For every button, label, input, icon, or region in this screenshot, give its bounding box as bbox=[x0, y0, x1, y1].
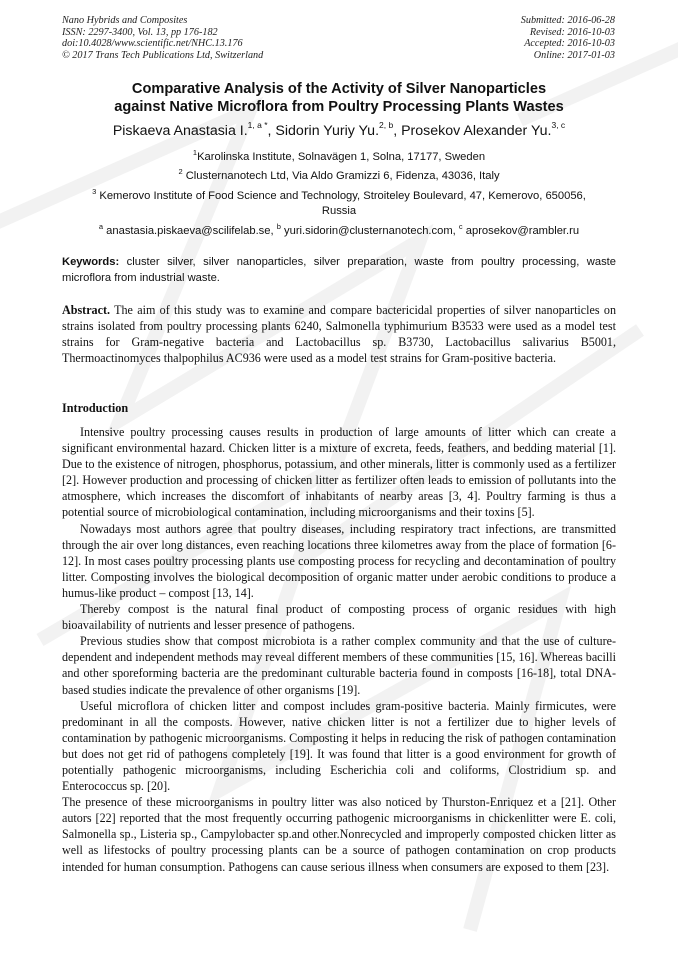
journal-info bbox=[62, 15, 263, 61]
affiliation-3: $^3$ Kemerovo Institute of Food Science and Technology, Stroiteley Boulevard, 47, Kemerovo, 650056, Russia bbox=[92, 187, 586, 217]
keywords-text: cluster silver, silver nanoparticles, silver preparation, waste from poultry processing, waste microflora from industrial waste. bbox=[62, 256, 616, 284]
author-affiliation-mark: 3, c bbox=[551, 120, 566, 130]
paragraph: Useful microflora of chicken litter and compost includes gram-positive bacteria. Mainly firmicutes, were predominant in all the composts. However, native chicken litter is not a fertilizer due to higher levels of contamination by pathogenic microorganisms. Composting it helps in reducing the risk of pathogen contamination but does not get rid of pathogens completely [19]. It was found that litter is a good environment for growth of potentially pathogenic microorganisms, including Escherichia coli and coliforms, Clostridium sp. and Enterococcus sp. [20]. bbox=[62, 698, 616, 794]
author-name: Sidorin Yuriy Yu. bbox=[275, 123, 380, 139]
keywords-label: Keywords: bbox=[62, 256, 120, 268]
journal-name: Nano Hybrids and Composites bbox=[62, 15, 188, 26]
abstract-text: The aim of this study was to examine and compare bactericidal properties of silver nanoparticles on strains isolated from poultry processing plants 6240, Salmonella typhimurium B3533 were used as a model test strains for Gram-negative bacteria and Lactobacillus sp. B3730, Lactobacillus salivarius B5001, Thermoactinomyces thalpophilus AC936 were used as a model test strains for Gram-positive bacteria. bbox=[62, 303, 616, 366]
author-affiliation-mark: 2, b bbox=[379, 120, 394, 130]
introduction-body bbox=[62, 424, 616, 875]
affiliation-1: $^1$Karolinska Institute, Solnavägen 1, Solna, 17177, Sweden bbox=[192, 148, 486, 163]
paragraph: Intensive poultry processing causes results in production of large amounts of litter which can create a significant environmental hazard. Chicken litter is a mixture of excreta, feeds, feathers, and bedding material [1]. Due to the existence of nitrogen, phosphorus, potassium, and other minerals, litter is commonly used as a fertilizer [2]. However production and processing of chicken litter as fertilizer often leads to emission of pollutants into the atmosphere, which increases the discomfort of inhabitants of nearby areas [3, 4]. Poultry farming is thus a potential source of microbiological contamination, including microorganisms and their toxins [5]. bbox=[62, 425, 616, 520]
journal-doi: doi:10.4028/www.scientific.net/NHC.13.176 bbox=[62, 38, 243, 50]
author-list: Piskaeva Anastasia I.$^{1, a *}$, Sidorin Yuriy Yu.$^{2, b}$, Prosekov Alexander Yu.$^{3, c}$ bbox=[112, 120, 566, 139]
journal-issn: ISSN: 2297-3400, Vol. 13, pp 176-182 bbox=[62, 26, 218, 38]
paper-title bbox=[62, 80, 616, 116]
paragraph: Previous studies show that compost microbiota is a rather complex community and that the use of culture-dependent and independent methods may reveal different members of these communities [15, 16]. Whereas bacilli and other sporeforming bacteria are the predominant culturable bacteria found in composts [16-18], total DNA-based studies indicate the prevalence of other organisms [19]. bbox=[62, 634, 616, 697]
affiliation-2: $^2$ Clusternanotech Ltd, Via Aldo Gramizzi 6, Fidenza, 43036, Italy bbox=[178, 167, 500, 182]
author-affiliation-mark: 1, a * bbox=[247, 120, 268, 130]
email-address[interactable]: aprosekov@rambler.ru bbox=[462, 225, 580, 237]
submission-dates bbox=[521, 15, 615, 61]
journal-copyright: © 2017 Trans Tech Publications Ltd, Switzerland bbox=[62, 49, 264, 61]
email-address[interactable]: anastasia.piskaeva@scilifelab.se, bbox=[103, 225, 277, 237]
section-heading-introduction: Introduction bbox=[62, 401, 129, 415]
author-name: Piskaeva Anastasia I. bbox=[112, 123, 248, 139]
date-online: Online: 2017-01-03 bbox=[533, 49, 615, 61]
abstract-label: Abstract. bbox=[62, 303, 111, 317]
title-line-2: against Native Microflora from Poultry Processing Plants Wastes bbox=[114, 99, 564, 115]
date-submitted: Submitted: 2016-06-28 bbox=[520, 15, 615, 26]
author-name: Prosekov Alexander Yu. bbox=[401, 123, 552, 139]
paragraph: Thereby compost is the natural final product of composting process of organic residues with high bioavailability of nutrients and lesser presence of pathogens. bbox=[62, 602, 616, 633]
keywords bbox=[62, 255, 616, 286]
paragraph: The presence of these microorganisms in poultry litter was also noticed by Thurston-Enriquez et a [21]. Other autors [22] reported that the most frequently occurring pathogenic microorganisms in chickenlitter were E. coli, Salmonella sp., Listeria sp., Campylobacter sp.and other.Nonrecycled and improperly composted chicken litter as well as lifestocks of poultry processing plants can be a source of pathogen contamination on crop products intended for human consumption. Pathogens can cause serious illness when consumers are exposed to them [23]. bbox=[62, 795, 616, 874]
email-list: $^a$ anastasia.piskaeva@scilifelab.se, $^b$ yuri.sidorin@clusternanotech.com, $^c$ aprosekov@rambler.ru bbox=[98, 222, 580, 237]
title-line-1: Comparative Analysis of the Activity of Silver Nanoparticles bbox=[131, 81, 547, 97]
abstract bbox=[62, 302, 616, 366]
email-address[interactable]: yuri.sidorin@clusternanotech.com, bbox=[280, 225, 459, 237]
date-accepted: Accepted: 2016-10-03 bbox=[524, 38, 615, 50]
paragraph: Nowadays most authors agree that poultry diseases, including respiratory tract infections, are transmitted through the air over long distances, even reaching locations three kilometres away from the place of formation [6-12]. In most cases poultry processing plants use composting process for recycling and decontamination of poultry litter. Composting involves the biological decomposition of organic matter under aerobic conditions to produce a humus-like product – compost [13, 14]. bbox=[62, 521, 616, 600]
date-revised: Revised: 2016-10-03 bbox=[529, 26, 615, 38]
